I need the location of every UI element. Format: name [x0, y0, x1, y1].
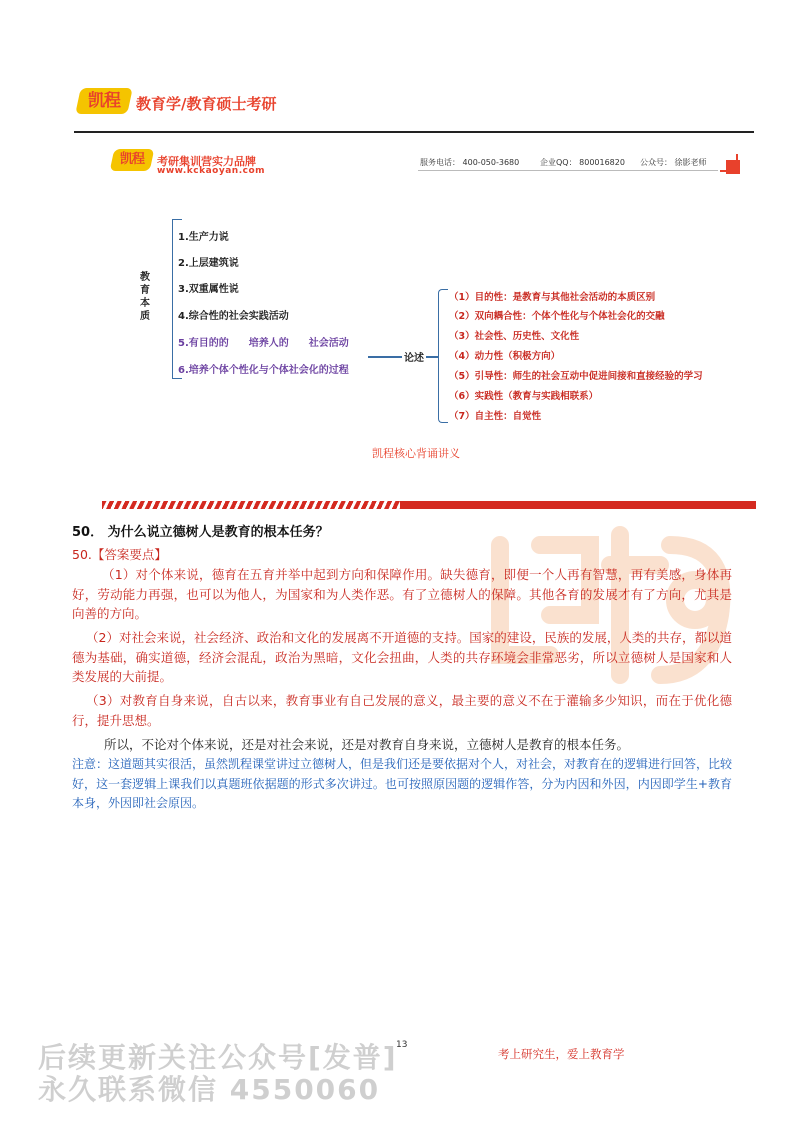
connector-line: [368, 356, 402, 358]
diagram-item-2: 2.上层建筑说: [178, 258, 239, 269]
brand-logo-text: 凯程: [119, 152, 144, 167]
diagram-root-label: 教育本质: [140, 272, 150, 322]
branch-label: 论述: [404, 353, 424, 364]
diagram-item-1: 1.生产力说: [178, 232, 229, 243]
corner-decoration-icon: [720, 154, 740, 174]
contact-wechat: 公众号： 徐影老师: [640, 158, 707, 167]
contact-divider: [418, 170, 718, 171]
diagram-item-6: 6.培养个体个性化与个体社会化的过程: [178, 365, 349, 376]
diagram-sub-item-7: （7）自主性：自觉性: [449, 411, 542, 422]
footer-watermark-line-1: 后续更新关注公众号[发普]: [38, 1041, 398, 1074]
question-title: 50． 为什么说立德树人是教育的根本任务？: [72, 525, 329, 540]
brand-slogan: 考研集训营实力品牌: [157, 155, 256, 168]
diagram-sub-item-4: （4）动力性（积极方向）: [449, 351, 561, 362]
contact-qq: 企业QQ： 800016820: [540, 158, 625, 167]
diagram-sub-item-6: （6）实践性（教育与实践相联系）: [449, 391, 599, 402]
answer-note: 注意：这道题其实很活，虽然凯程课堂讲过立德树人，但是我们还是要依据对个人，对社会，对教育在的逻辑进行回答，比较好，这一套逻辑上课我们以真题班依据题的形式多次讲过。也可按照原因题的逻辑作答，分为内因和外因，内因即学生+教育本身，外因即社会原因。: [72, 757, 733, 810]
diagram-caption: 凯程核心背诵讲义: [372, 447, 460, 460]
page-title: 教育学/教育硕士考研: [136, 95, 277, 113]
diagram-sub-item-2: （2）双向耦合性：个体个性化与个体社会化的交融: [449, 311, 665, 322]
answer-paragraph-3: （3）对教育自身来说，自古以来，教育事业有自己发展的意义，最主要的意义不在于灌输多少知识，而在于优化德行，提升思想。: [72, 693, 732, 728]
contact-phone: 服务电话： 400-050-3680: [420, 158, 520, 167]
page-number: 13: [396, 1040, 408, 1050]
answer-paragraph-1: （1）对个体来说，德育在五育并举中起到方向和保障作用。缺失德育，即便一个人再有智慧，再有美感，身体再好，劳动能力再强，也可以为他人，为国家和为人类作恶。有了立德树人的保障。其他各育的发展才有了方向，尤其是向善的方向。: [72, 567, 732, 621]
footer-slogan: 考上研究生，爱上教育学: [498, 1047, 625, 1061]
diagram-item-5: 5.有目的的 培养人的 社会活动: [178, 338, 349, 349]
diagram-sub-item-3: （3）社会性、历史性、文化性: [449, 331, 580, 342]
left-bracket: [172, 219, 182, 379]
diagram-item-3: 3.双重属性说: [178, 284, 239, 295]
header-divider: [74, 131, 754, 133]
answer-heading: 50.【答案要点】: [72, 547, 167, 562]
footer-watermark-line-2: 永久联系微信 4550060: [38, 1073, 381, 1106]
answer-paragraph-2: （2）对社会来说，社会经济、政治和文化的发展离不开道德的支持。国家的建设，民族的发展，人类的共存，都以道德为基础，确实道德，经济会混乱，政治为黑暗，文化会扭曲，人类的共存环境会非常恶劣，所以立德树人是国家和人类发展的大前提。: [72, 630, 732, 684]
connector-line: [426, 356, 438, 358]
section-divider-solid: [400, 501, 756, 509]
answer-conclusion: 所以，不论对个体来说，还是对社会来说，还是对教育自身来说，立德树人是教育的根本任务。: [104, 737, 630, 752]
brand-url: www.kckaoyan.com: [157, 166, 266, 176]
right-bracket: [438, 289, 448, 423]
logo: [75, 88, 133, 114]
diagram-sub-item-5: （5）引导性：师生的社会互动中促进间接和直接经验的学习: [449, 371, 703, 382]
diagram-item-4: 4.综合性的社会实践活动: [178, 311, 289, 322]
logo-text: 凯程: [88, 91, 120, 111]
diagram-sub-item-1: （1）目的性：是教育与其他社会活动的本质区别: [449, 292, 656, 303]
brand-logo: [110, 149, 155, 171]
